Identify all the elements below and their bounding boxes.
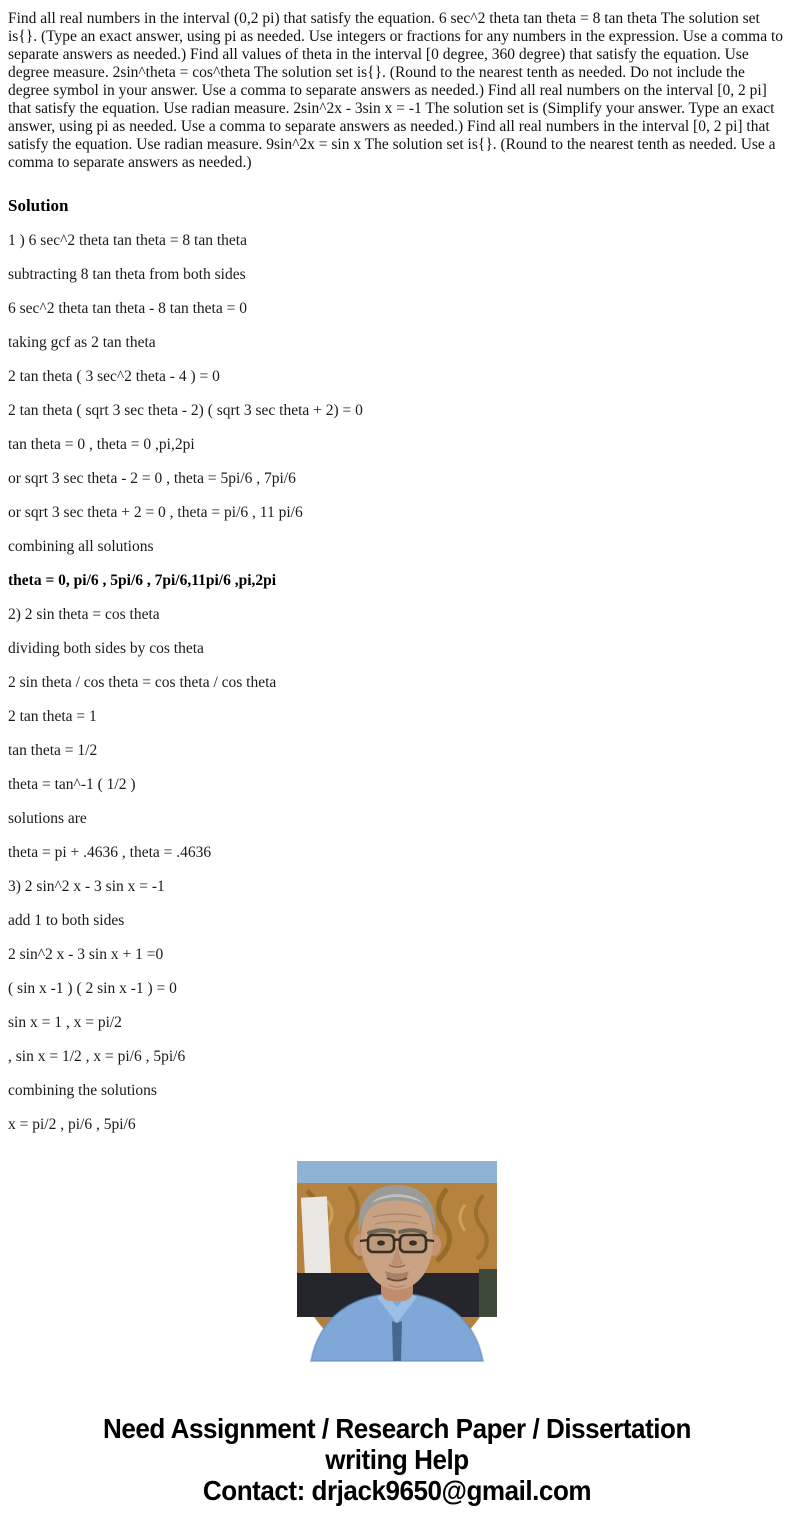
solution-step: 2 tan theta = 1 [8, 708, 97, 725]
solution-steps [8, 232, 786, 1134]
footer-ad [28, 1413, 766, 1506]
footer-contact-email: Contact: drjack9650@gmail.com [202, 1475, 592, 1506]
solution-step: 2) 2 sin theta = cos theta [8, 606, 160, 623]
solution-step: add 1 to both sides [8, 912, 125, 929]
solution-step: solutions are [8, 810, 87, 827]
solution-step: x = pi/2 , pi/6 , 5pi/6 [8, 1116, 136, 1133]
solution-step: or sqrt 3 sec theta - 2 = 0 , theta = 5pi/6 , 7pi/6 [8, 470, 296, 487]
solution-step: taking gcf as 2 tan theta [8, 334, 156, 351]
document-body [0, 10, 794, 1133]
footer-help-text: Need Assignment / Research Paper / Dissertation writing Help [103, 1413, 691, 1475]
solution-step: 6 sec^2 theta tan theta - 8 tan theta = 0 [8, 300, 247, 317]
solution-step: tan theta = 1/2 [8, 742, 98, 759]
solution-step: theta = tan^-1 ( 1/2 ) [8, 776, 136, 793]
solution-step: 1 ) 6 sec^2 theta tan theta = 8 tan theta [8, 232, 247, 249]
solution-step: 3) 2 sin^2 x - 3 sin x = -1 [8, 878, 165, 895]
solution-step: tan theta = 0 , theta = 0 ,pi,2pi [8, 436, 195, 453]
solution-step: combining all solutions [8, 538, 154, 555]
solution-step: dividing both sides by cos theta [8, 640, 204, 657]
solution-step: 2 sin theta / cos theta = cos theta / cos theta [8, 674, 277, 691]
solution-step: 2 tan theta ( 3 sec^2 theta - 4 ) = 0 [8, 368, 220, 385]
solution-heading: Solution [8, 196, 69, 215]
tutor-profile-photo [297, 1161, 497, 1361]
solution-step: 2 tan theta ( sqrt 3 sec theta - 2) ( sqrt 3 sec theta + 2) = 0 [8, 402, 363, 419]
solution-step: theta = pi + .4636 , theta = .4636 [8, 844, 212, 861]
solution-step: combining the solutions [8, 1082, 157, 1099]
question-text: Find all real numbers in the interval (0,2 pi) that satisfy the equation. 6 sec^2 theta tan theta = 8 tan theta The solution set is{}. (Type an exact answer, using pi as needed. Use integers or fractions for any numbers in the expression. Use a comma to separate answers as needed.) Find all values of theta in the interval [0 degree, 360 degree) that satisfy the equation. Use degree measure. 2sin^theta = cos^theta The solution set is{}. (Round to the nearest tenth as needed. Do not include the degree symbol in your answer. Use a comma to separate answers as needed.) Find all real numbers on the interval [0, 2 pi] that satisfy the equation. Use radian measure. 2sin^2x - 3sin x = -1 The solution set is (Simplify your answer. Type an exact answer, using pi as needed. Use a comma to separate answers as needed.) Find all real numbers in the interval [0, 2 pi] that satisfy the equation. Use radian measure. 9sin^2x = sin x The solution set is{}. (Round to the nearest tenth as needed. Use a comma to separate answers as needed.) [8, 10, 784, 171]
solution-step: theta = 0, pi/6 , 5pi/6 , 7pi/6,11pi/6 ,pi,2pi [8, 572, 277, 589]
solution-step: subtracting 8 tan theta from both sides [8, 266, 246, 283]
solution-step: 2 sin^2 x - 3 sin x + 1 =0 [8, 946, 164, 963]
tutor-photo-illustration [297, 1161, 497, 1361]
solution-step: ( sin x -1 ) ( 2 sin x -1 ) = 0 [8, 980, 177, 997]
solution-step: sin x = 1 , x = pi/2 [8, 1014, 122, 1031]
solution-step: or sqrt 3 sec theta + 2 = 0 , theta = pi/6 , 11 pi/6 [8, 504, 303, 521]
solution-step: , sin x = 1/2 , x = pi/6 , 5pi/6 [8, 1048, 186, 1065]
